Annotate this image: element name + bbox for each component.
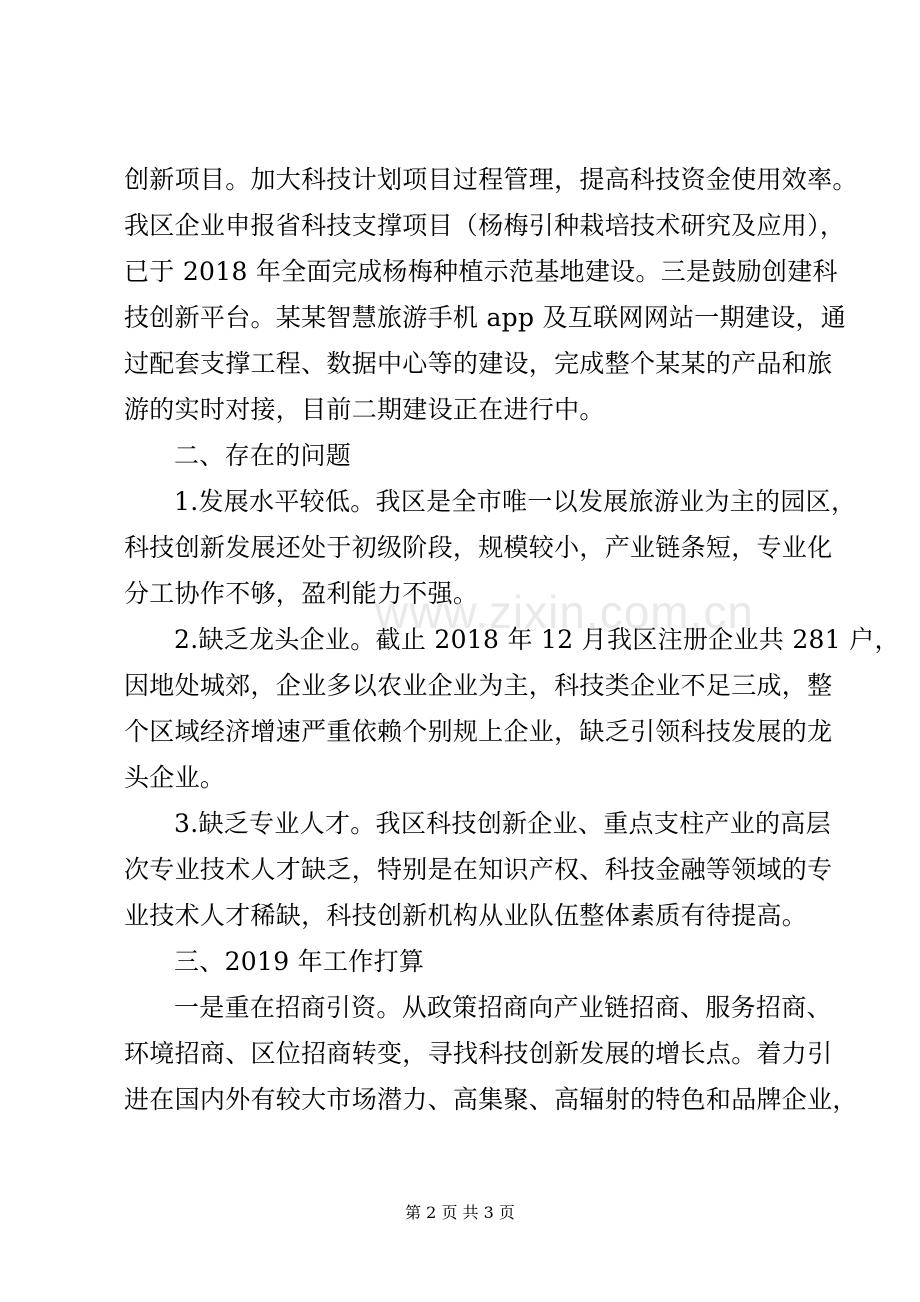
text-line: 业技术人才稀缺，科技创新机构从业队伍整体素质有待提高。 [124, 901, 808, 930]
text-line: 我区企业申报省科技支撑项目（杨梅引种栽培技术研究及应用）， [124, 211, 846, 240]
text-line: 二、存在的问题 [174, 441, 352, 470]
text-line: 三、2019 年工作打算 [174, 947, 425, 976]
document-body [124, 157, 900, 1123]
text-line: 游的实时对接，目前二期建设正在进行中。 [124, 395, 605, 424]
text-line: 技创新平台。某某智慧旅游手机 app 及互联网网站一期建设，通 [124, 303, 847, 332]
text-line: 1.发展水平较低。我区是全市唯一以发展旅游业为主的园区， [174, 487, 857, 516]
text-line: 个区域经济增速严重依赖个别规上企业，缺乏引领科技发展的龙 [124, 717, 833, 746]
text-line: 头企业。 [124, 763, 226, 792]
text-line: 进在国内外有较大市场潜力、高集聚、高辐射的特色和品牌企业， [124, 1085, 858, 1114]
page-footer: 第 2 页 共 3 页 [405, 1203, 515, 1222]
text-line: 分工协作不够，盈利能力不强。 [124, 579, 479, 608]
text-line: 3.缺乏专业人才。我区科技创新企业、重点支柱产业的高层 [174, 809, 831, 838]
text-line: 因地处城郊，企业多以农业企业为主，科技类企业不足三成，整 [124, 671, 833, 700]
text-line: 2.缺乏龙头企业。截止 2018 年 12 月我区注册企业共 281 户， [174, 625, 900, 654]
text-line: 过配套支撑工程、数据中心等的建设，完成整个某某的产品和旅 [124, 349, 833, 378]
text-line: 一是重在招商引资。从政策招商向产业链招商、服务招商、 [174, 993, 832, 1022]
watermark: www.zixin.com.cn [375, 586, 754, 638]
text-line: 环境招商、区位招商转变，寻找科技创新发展的增长点。着力引 [124, 1039, 833, 1068]
text-line: 已于 2018 年全面完成杨梅种植示范基地建设。三是鼓励创建科 [124, 257, 838, 286]
text-line: 创新项目。加大科技计划项目过程管理，提高科技资金使用效率。 [124, 165, 858, 194]
text-line: 次专业技术人才缺乏，特别是在知识产权、科技金融等领域的专 [124, 855, 833, 884]
text-line: 科技创新发展还处于初级阶段，规模较小，产业链条短，专业化 [124, 533, 833, 562]
